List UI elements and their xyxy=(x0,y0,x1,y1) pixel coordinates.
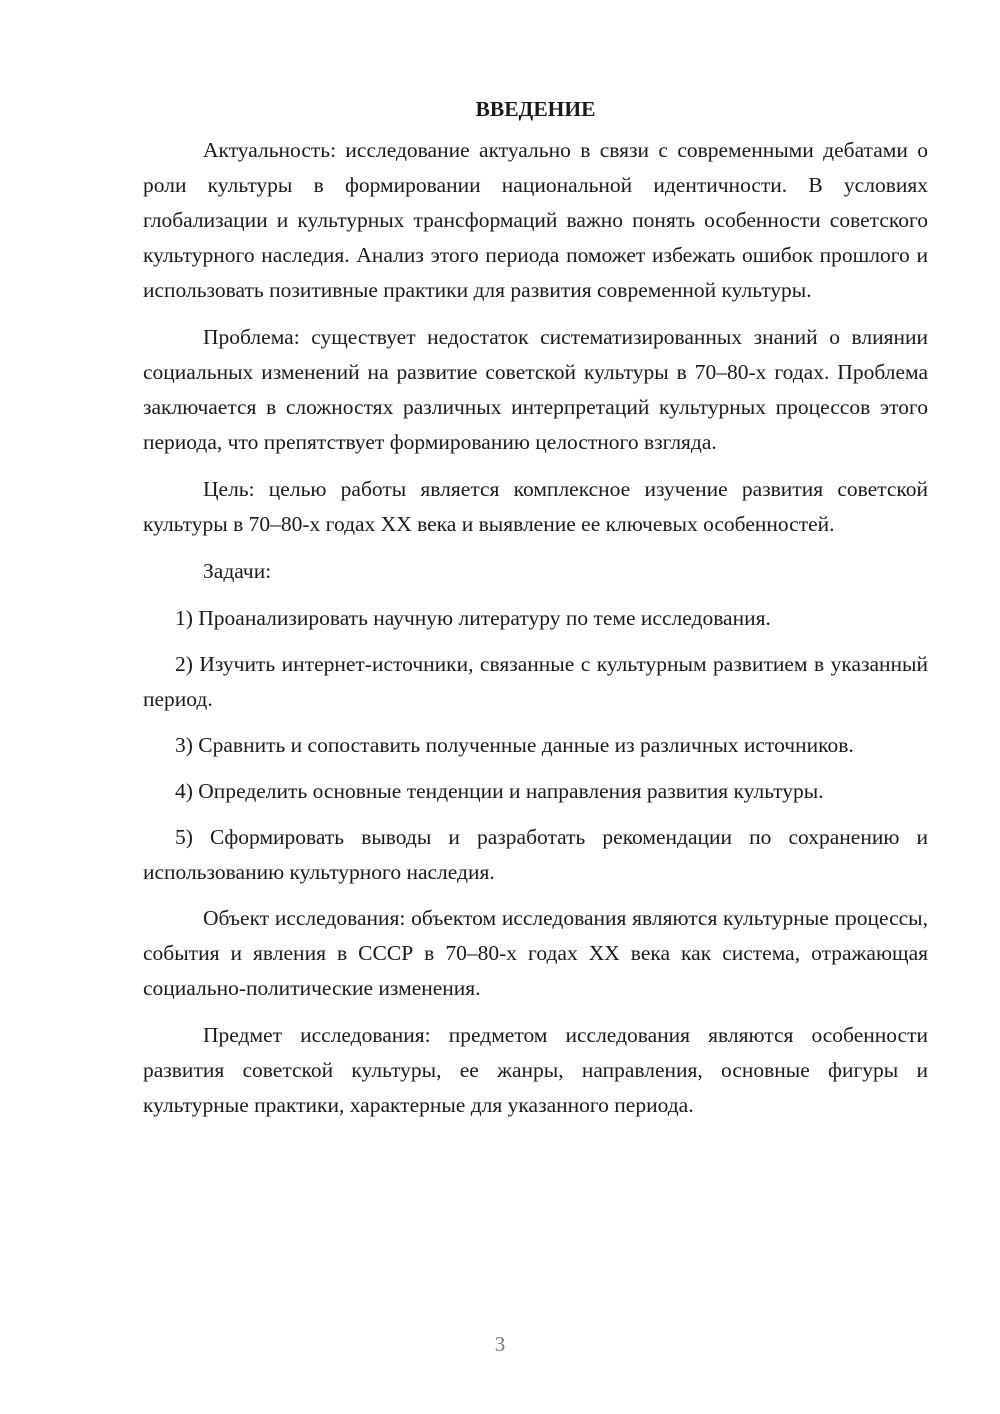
task-item-3: 3) Сравнить и сопоставить полученные данные из различных источников. xyxy=(175,733,854,757)
page-title: ВВЕДЕНИЕ xyxy=(475,97,596,121)
paragraph-goal: Цель: целью работы является комплексное изучение развития советской культуры в 70–80-х годах XX века и выявление ее ключевых особенностей. xyxy=(143,477,928,536)
task-item-4: 4) Определить основные тенденции и направления развития культуры. xyxy=(175,779,824,803)
paragraph-object: Объект исследования: объектом исследования являются культурные процессы, события и явления в СССР в 70–80-х годах XX века как система, отражающая социально-политические изменения. xyxy=(143,906,928,1000)
task-item-5: 5) Сформировать выводы и разработать рекомендации по сохранению и использованию культурного наследия. xyxy=(143,825,928,884)
paragraph-problem: Проблема: существует недостаток систематизированных знаний о влиянии социальных изменений на развитие советской культуры в 70–80-х годах. Проблема заключается в сложностях различных интерпретаций культурных процессов этого периода, что препятствует формированию целостного взгляда. xyxy=(143,325,928,454)
page-number: 3 xyxy=(494,1332,506,1356)
document-page xyxy=(143,92,928,1135)
paragraph-subject: Предмет исследования: предметом исследования являются особенности развития советской культуры, ее жанры, направления, основные фигуры и культурные практики, характерные для указанного периода. xyxy=(143,1023,928,1117)
task-item-1: 1) Проанализировать научную литературу по теме исследования. xyxy=(175,606,771,630)
tasks-label: Задачи: xyxy=(203,559,272,583)
paragraph-relevance: Актуальность: исследование актуально в связи с современными дебатами о роли культуры в формировании национальной идентичности. В условиях глобализации и культурных трансформаций важно понять особенности советского культурного наследия. Анализ этого периода поможет избежать ошибок прошлого и использовать позитивные практики для развития современной культуры. xyxy=(143,138,928,302)
task-item-2: 2) Изучить интернет-источники, связанные с культурным развитием в указанный период. xyxy=(143,652,928,711)
